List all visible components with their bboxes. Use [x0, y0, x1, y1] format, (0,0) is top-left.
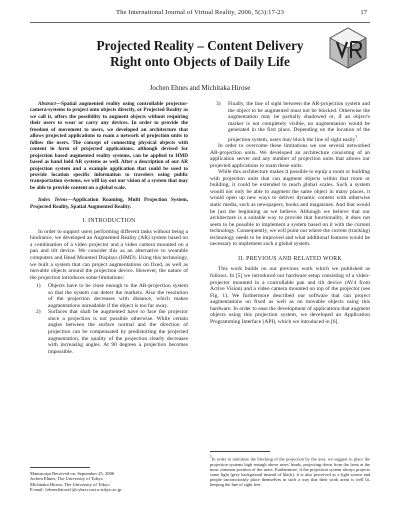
page-number: 17	[360, 9, 367, 16]
abstract	[30, 101, 188, 191]
running-head: The International Journal of Virtual Reality, 2006, 5(3):17-23	[115, 9, 285, 16]
manuscript-received: Manuscript Received on: September 25, 2006	[30, 471, 115, 476]
limitations-list	[30, 283, 188, 355]
list-item	[30, 309, 188, 355]
paper-title	[40, 38, 360, 70]
list-item	[30, 283, 188, 309]
abstract-text: —Spatial augmented reality using controllable projector-camera-systems to project onto objects directly, or Projected Reality as we call it, offers the possibility to augment objects without requiring their users to wear or carry any devices. In order to provide the freedom of movement to users, we developed an architecture that allows projected applications to roam a network of projection units to follow the users. The concept of connecting physical objects with content in form of projected applications, although devised for projection based augmented reality systems, can be applied to HMD based as hand held AR systems as well. After a description of our AR projection system and a example application that could be used to provide location specific information to travelers using public transportation systems, we will lay out our vision of a system that may be able to provide content on a global scale.	[30, 101, 188, 191]
body-paragraph: While this architecture makes it possible to equip a room or building with projection units that can augment objects within that room or building, it could be extended to reach global scales. Such a system would not only be able to augment the same object in many places, it would open up new ways to deliver dynamic content with otherwise static media, such as newspapers, books and magazines. And that would be just the beginning as we believe. Although we believe that our architecture is a suitable way to provide that functionality, it does not seem to be possible to implement a system based on it with the current technology. Consequently, we will point out where the current (tracking) technology needs to be improved and what additional features would be necessary to implement such a global system.	[210, 169, 370, 248]
intro-paragraph: In order to support users performing different tasks without being a hindrance, we developed an Augmented Reality (AR) system based on a combination of a video projector and a video camera mounted on a pan and tilt device. We consider this as an alternative to wearable computers and Head Mounted Displays (HMD). Using this technology, we built a system that can project augmentations on fixed, as well as movable objects around the projection device. However, the nature of the projection introduces some limitations:	[30, 228, 188, 281]
footnote-rule	[30, 467, 90, 468]
author-affiliation: Jochen Ehnes, The University of Tokyo	[30, 476, 103, 482]
footnote-marker[interactable]: 1	[355, 134, 358, 139]
index-terms-text: —Application Roaming, Multi Projection System, Projected Reality, Spatial Augmented Reality.	[30, 197, 188, 210]
list-item-text: Objects have to be close enough to the AR-projection system so that the system can detect the markers. Also the resolution of the projection decreases with distance, which makes augmentations unreadable if the object is too far away.	[48, 283, 188, 309]
author-email: E-mail: {ehnes|hirose}@cyber.rcast.u-tokyo.ac.jp	[30, 486, 122, 492]
index-terms-label: Index Terms	[38, 197, 68, 204]
footnote-number: 1	[210, 455, 212, 459]
list-item-text: Surfaces that shall be augmented have to face the projector since a projection is not possible otherwise. While certain angles between the surface normal and the direction of projection can be compensated by predistorting the projected augmentation, the quality of the projection clearly decreases with increasing angles. At 90 degrees a projection becomes impossible.	[48, 309, 188, 355]
list-item-end: .	[357, 136, 359, 143]
manuscript-footnote	[30, 467, 188, 492]
section-heading-related-work: II. PREVIOUS AND RELATED WORK	[238, 255, 342, 262]
index-terms	[30, 197, 188, 210]
author-list: Jochen Ehnes and Michitaka Hirose	[149, 84, 251, 92]
section-heading-introduction: I. INTRODUCTION	[82, 218, 136, 225]
left-column	[30, 101, 188, 355]
list-item-number: 2)	[36, 309, 41, 316]
body-paragraph: In order to overcome these limitations we use several networked AR-projection units. We developed an architecture consisting of an application server and any number of projection units that allows our projected applications to roam these units.	[210, 143, 370, 169]
footnote-rule	[210, 451, 270, 452]
abstract-label: Abstract	[38, 101, 56, 107]
list-item-number: 1)	[36, 283, 41, 290]
list-item-text: Finally, the line of sight between the AR-projection system and the object to be augmented must not be blocked. Otherwise the augmentation may be partially shadowed or, if an object's marker is not completely visible, no augmentation would be generated in the first place. Depending on the location of the projection system, users may block the line of sight easily	[228, 101, 370, 143]
right-column	[210, 101, 370, 325]
list-item	[210, 101, 370, 143]
list-item-number: 3)	[216, 101, 221, 107]
title-line-2: Right onto Objects of Daily Life	[110, 54, 290, 69]
footnote-text: In order to minimize the blocking of the projection by the user, we suggest to place the projection systems high enough above users' heads, projecting down from the front at the most common position of the users. Furthermore, if the projection system always projects some light (grey background instead of black), it is also perceived as a light source and people unconsciously place themselves in such a way that their work areas is well lit, keeping the line of sight free.	[210, 456, 370, 488]
related-work-paragraph: This work builds on our previous work which we published as follows. In [5] we introduced our hardware setup consisting of a video-projector mounted in a controllable pan and tilt device (AV4 from Active Vision) and a video camera mounted on top of the projector (see Fig. 1). We furthermore described our software that can project augmentations on fixed as well as on movable objects using this hardware. In order to ease the development of applications that augment objects using this projection system, we developed an Application Programming Interface (API), which we introduced in [6].	[210, 266, 370, 325]
title-line-1: Projected Reality – Content Delivery	[96, 38, 304, 53]
header-rule	[30, 22, 370, 23]
author-affiliation: Michitaka Hirose, The University of Tokyo	[30, 481, 110, 487]
footnote-1	[210, 451, 370, 488]
